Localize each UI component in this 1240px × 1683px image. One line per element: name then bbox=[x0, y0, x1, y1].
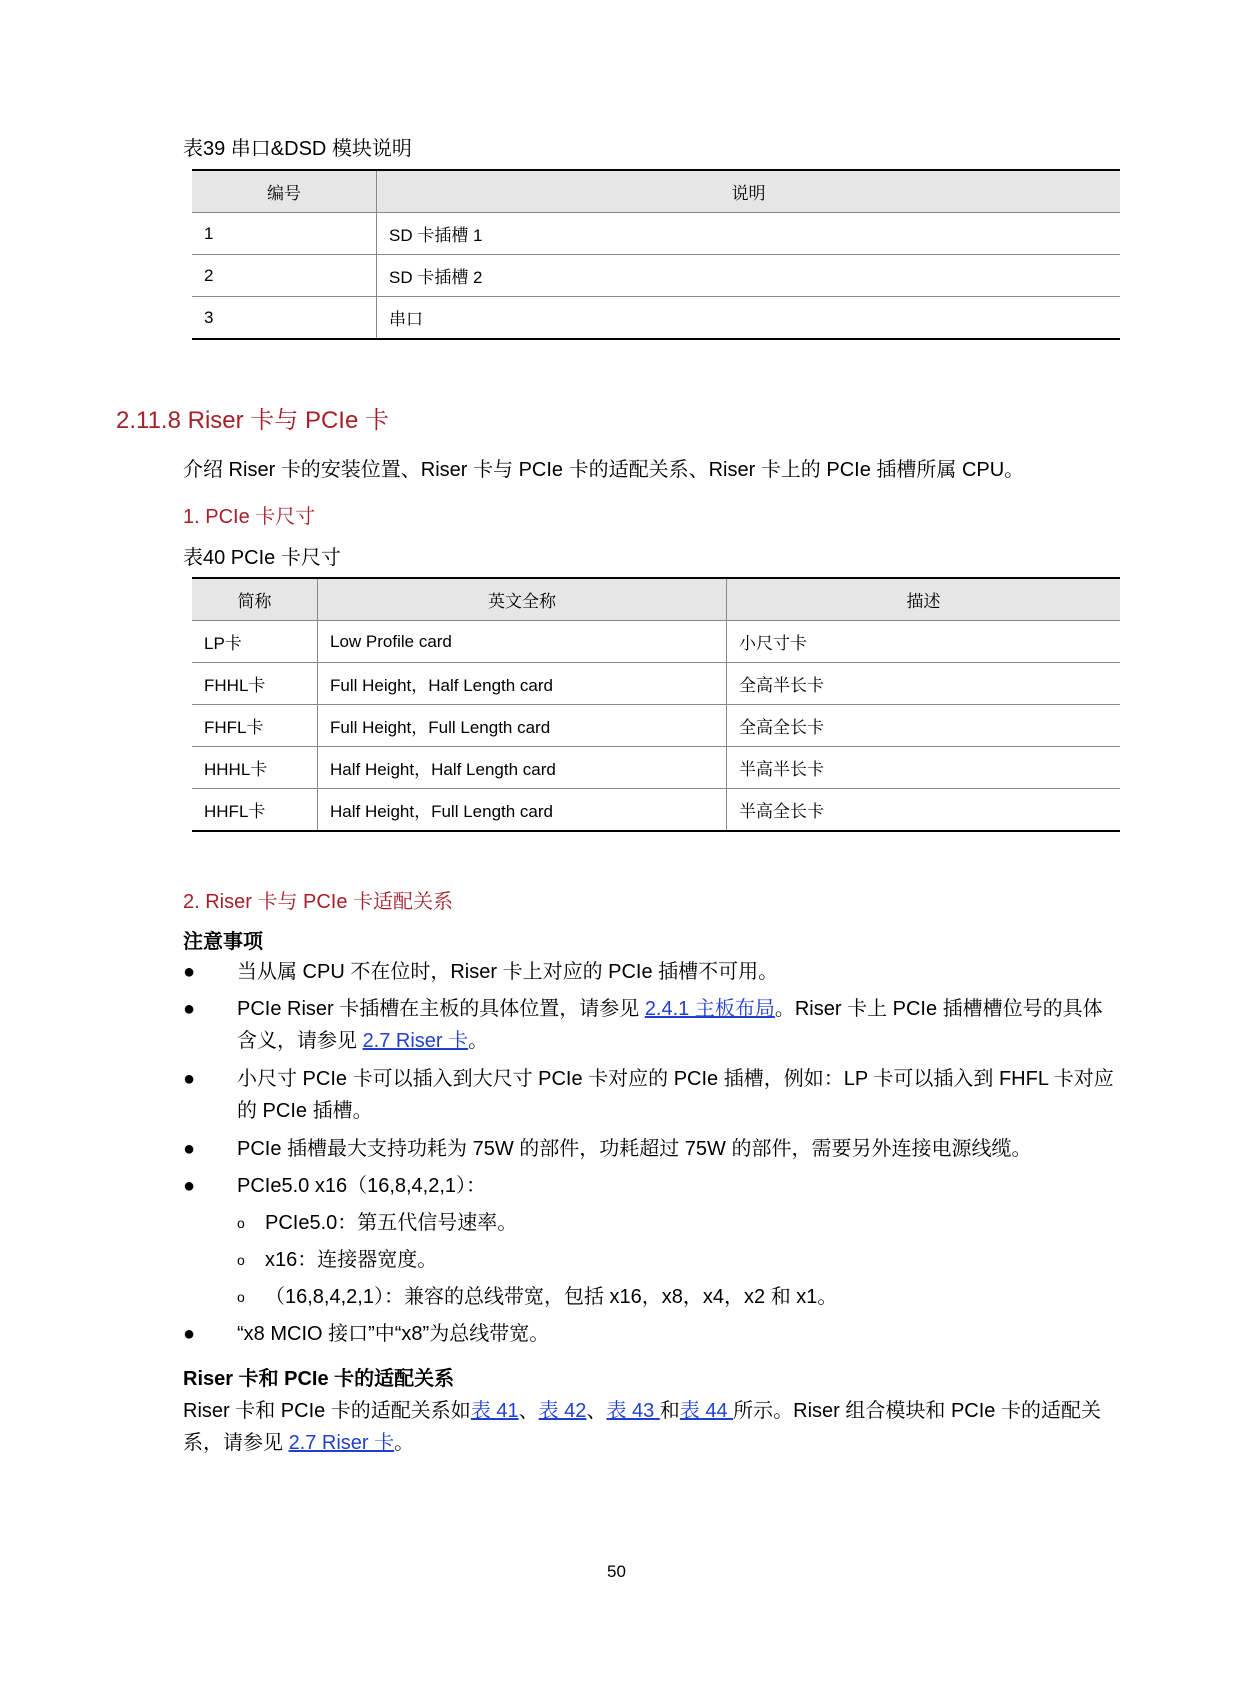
link-riser-card-2[interactable]: 2.7 Riser 卡 bbox=[288, 1432, 395, 1454]
link-riser-card[interactable]: 2.7 Riser 卡 bbox=[362, 1030, 469, 1052]
table39-caption: 表39 串口&DSD 模块说明 bbox=[183, 138, 412, 160]
text-run: PCIe Riser 卡插槽在主板的具体位置，请参见 bbox=[237, 998, 645, 1020]
sub-bullet-icon: o bbox=[237, 1215, 245, 1231]
table-row bbox=[192, 297, 1120, 340]
link-table-41[interactable]: 表 41 bbox=[470, 1400, 519, 1422]
sub-bullet-icon: o bbox=[237, 1252, 245, 1268]
page-number: 50 bbox=[607, 1562, 626, 1581]
sub-bullet-icon: o bbox=[237, 1289, 245, 1305]
cell-abbr: LP卡 bbox=[192, 621, 318, 663]
text-run: Riser 卡和 PCIe 卡的适配关系如 bbox=[183, 1400, 471, 1422]
cell-desc: 全高半长卡 bbox=[727, 663, 1121, 705]
cell-abbr: FHHL卡 bbox=[192, 663, 318, 705]
table-header-row bbox=[192, 170, 1120, 213]
cell-fullname: Full Height，Full Length card bbox=[318, 705, 727, 747]
bullet-icon: ● bbox=[183, 1138, 196, 1160]
text-run: 。 bbox=[394, 1432, 415, 1454]
section-intro: 介绍 Riser 卡的安装位置、Riser 卡与 PCIe 卡的适配关系、Riser 卡上的 PCIe 插槽所属 CPU。 bbox=[183, 459, 1025, 481]
table40 bbox=[192, 577, 1120, 832]
notice-title: 注意事项 bbox=[183, 931, 263, 953]
cell-number: 2 bbox=[192, 255, 377, 297]
bullet-icon: ● bbox=[183, 1175, 196, 1197]
list-item-text: 当从属 CPU 不在位时，Riser 卡上对应的 PCIe 插槽不可用。 bbox=[237, 961, 779, 983]
col-header-desc: 描述 bbox=[727, 578, 1121, 621]
cell-abbr: HHHL卡 bbox=[192, 747, 318, 789]
cell-number: 3 bbox=[192, 297, 377, 340]
table-row bbox=[192, 663, 1120, 705]
sub-list-item-text: PCIe5.0：第五代信号速率。 bbox=[265, 1212, 518, 1234]
list-item-text bbox=[237, 993, 1117, 1057]
section-heading: 2.11.8 Riser 卡与 PCIe 卡 bbox=[116, 407, 389, 434]
table-row bbox=[192, 747, 1120, 789]
text-run: 所示。Riser 组合模块和 PCIe 卡的适配关系，请参见 bbox=[183, 1400, 1101, 1454]
compat-title: Riser 卡和 PCIe 卡的适配关系 bbox=[183, 1368, 455, 1390]
cell-desc: 全高全长卡 bbox=[727, 705, 1121, 747]
cell-desc: 半高全长卡 bbox=[727, 789, 1121, 832]
link-table-43[interactable]: 表 43 bbox=[606, 1400, 660, 1422]
text-run: 。 bbox=[468, 1030, 489, 1052]
col-header-abbr: 简称 bbox=[192, 578, 318, 621]
link-table-44[interactable]: 表 44 bbox=[679, 1400, 734, 1422]
table-row bbox=[192, 255, 1120, 297]
cell-description: SD 卡插槽 1 bbox=[377, 213, 1121, 255]
subsection-heading-pcie-size: 1. PCIe 卡尺寸 bbox=[183, 506, 316, 528]
bullet-icon: ● bbox=[183, 1323, 196, 1345]
link-mainboard-layout[interactable]: 2.4.1 主板布局 bbox=[644, 998, 775, 1020]
text-run: 、 bbox=[586, 1400, 607, 1422]
table-row bbox=[192, 621, 1120, 663]
table-row bbox=[192, 789, 1120, 832]
table-row bbox=[192, 213, 1120, 255]
cell-fullname: Full Height，Half Length card bbox=[318, 663, 727, 705]
cell-abbr: FHFL卡 bbox=[192, 705, 318, 747]
cell-description: SD 卡插槽 2 bbox=[377, 255, 1121, 297]
sub-list-item-text: x16：连接器宽度。 bbox=[265, 1249, 438, 1271]
cell-fullname: Half Height，Full Length card bbox=[318, 789, 727, 832]
col-header-fullname: 英文全称 bbox=[318, 578, 727, 621]
col-header-number: 编号 bbox=[192, 170, 377, 213]
sub-list-item-text: （16,8,4,2,1）：兼容的总线带宽，包括 x16，x8，x4，x2 和 x1。 bbox=[265, 1286, 838, 1308]
bullet-icon: ● bbox=[183, 1068, 196, 1090]
cell-desc: 半高半长卡 bbox=[727, 747, 1121, 789]
subsection-heading-riser-compat: 2. Riser 卡与 PCIe 卡适配关系 bbox=[183, 891, 454, 913]
list-item-text: PCIe5.0 x16（16,8,4,2,1）： bbox=[237, 1175, 487, 1197]
cell-fullname: Half Height，Half Length card bbox=[318, 747, 727, 789]
link-table-42[interactable]: 表 42 bbox=[538, 1400, 587, 1422]
list-item-text: 小尺寸 PCIe 卡可以插入到大尺寸 PCIe 卡对应的 PCIe 插槽，例如：LP 卡可以插入到 FHFL 卡对应的 PCIe 插槽。 bbox=[237, 1068, 1114, 1122]
table40-caption: 表40 PCIe 卡尺寸 bbox=[183, 547, 341, 569]
text-run: 和 bbox=[659, 1400, 680, 1422]
cell-fullname: Low Profile card bbox=[318, 621, 727, 663]
cell-desc: 小尺寸卡 bbox=[727, 621, 1121, 663]
bullet-icon: ● bbox=[183, 961, 196, 983]
cell-abbr: HHFL卡 bbox=[192, 789, 318, 832]
text-run: 。Riser 卡上 PCIe 插槽槽位号的具体含义，请参见 bbox=[237, 998, 1103, 1052]
table-header-row bbox=[192, 578, 1120, 621]
table-row bbox=[192, 705, 1120, 747]
bullet-icon: ● bbox=[183, 998, 196, 1020]
col-header-description: 说明 bbox=[377, 170, 1121, 213]
list-item-text: PCIe 插槽最大支持功耗为 75W 的部件，功耗超过 75W 的部件，需要另外连接电源线缆。 bbox=[237, 1138, 1032, 1160]
compat-paragraph bbox=[183, 1395, 1117, 1459]
cell-number: 1 bbox=[192, 213, 377, 255]
table39 bbox=[192, 169, 1120, 340]
cell-description: 串口 bbox=[377, 297, 1121, 340]
list-item-text: “x8 MCIO 接口”中“x8”为总线带宽。 bbox=[237, 1323, 550, 1345]
text-run: 、 bbox=[518, 1400, 539, 1422]
